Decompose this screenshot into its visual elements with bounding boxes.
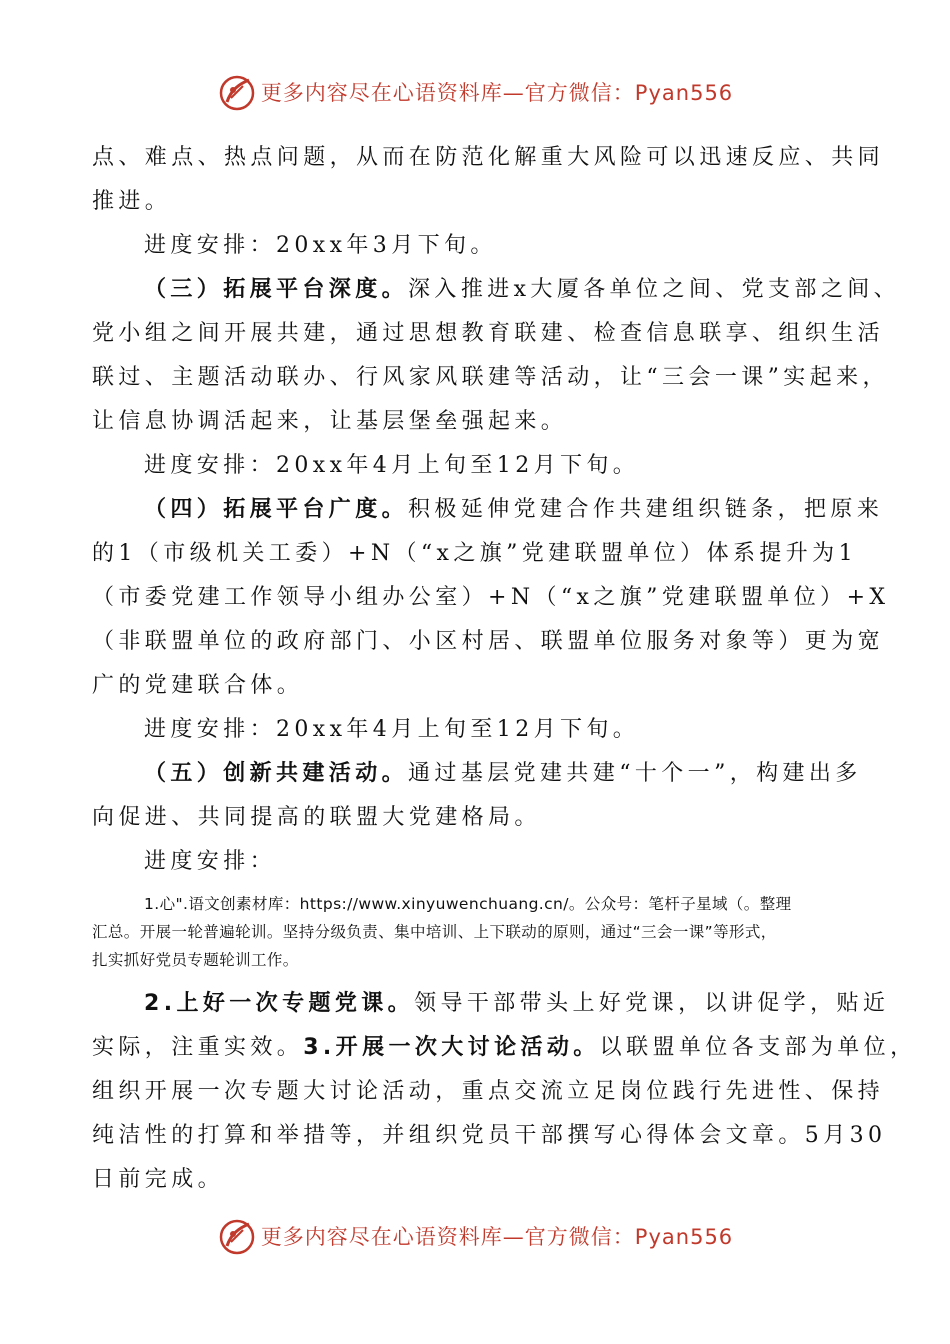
item-two-line: [92, 982, 890, 1026]
paragraph-line: （非联盟单位的政府部门、小区村居、联盟单位服务对象等）更为宽: [92, 629, 885, 654]
paragraph-line: 广的党建联合体。: [92, 673, 304, 698]
footer-banner: [0, 1214, 950, 1258]
schedule-line: 进度安排：20xx年4月上旬至12月下旬。: [144, 453, 640, 478]
paragraph-line: 让信息协调活起来，让基层堡垒强起来。: [92, 409, 568, 434]
header-banner: [0, 70, 950, 114]
logo-icon: [217, 72, 257, 112]
paragraph-line: 日前完成。: [92, 1167, 225, 1192]
item-three-heading: 3.开展一次大讨论活动。: [303, 1035, 600, 1060]
section-three-heading: （三）拓展平台深度。: [144, 277, 409, 302]
paragraph-line: 的1（市级机关工委）+N（“x之旗”党建联盟单位）体系提升为1: [92, 541, 857, 566]
schedule-line: 进度安排：20xx年3月下旬。: [144, 233, 497, 258]
section-three-line: [92, 268, 901, 312]
item-two-heading: 2.上好一次专题党课。: [144, 991, 415, 1016]
logo-icon: [217, 1216, 257, 1256]
section-four-line: [92, 488, 884, 532]
paragraph-line: 推进。: [92, 189, 172, 214]
paragraph-line: 组织开展一次专题大讨论活动，重点交流立足岗位践行先进性、保持: [92, 1079, 885, 1104]
schedule-line: 进度安排：: [144, 849, 277, 874]
paragraph-line: 点、难点、热点问题，从而在防范化解重大风险可以迅速反应、共同: [92, 145, 885, 170]
banner-text: 更多内容尽在心语资料库—官方微信：Pyan556: [260, 1225, 734, 1249]
section-four-heading: （四）拓展平台广度。: [144, 497, 409, 522]
section-four-text: 积极延伸党建合作共建组织链条，把原来: [408, 497, 884, 522]
note-line: 汇总。开展一轮普遍轮训。坚持分级负责、集中培训、上下联动的原则，通过“三会一课”等形式，: [92, 923, 777, 941]
section-five-text: 通过基层党建共建“十个一”，构建出多: [408, 761, 862, 786]
item-three-text: 以联盟单位各支部为单位，: [599, 1035, 917, 1060]
section-three-text: 深入推进x大厦各单位之间、党支部之间、: [408, 277, 901, 302]
banner-text: 更多内容尽在心语资料库—官方微信：Pyan556: [260, 81, 734, 105]
section-five-heading: （五）创新共建活动。: [144, 761, 409, 786]
paragraph-line: 联过、主题活动联办、行风家风联建等活动，让“三会一课”实起来，: [92, 365, 889, 390]
document-body: [92, 136, 917, 1202]
paragraph-line: 纯洁性的打算和举措等，并组织党员干部撰写心得体会文章。5月30: [92, 1123, 887, 1148]
note-line: 扎实抓好党员专题轮训工作。: [92, 951, 299, 969]
paragraph-line: （市委党建工作领导小组办公室）+N（“x之旗”党建联盟单位）+X: [92, 585, 890, 610]
note-line: 1.心".语文创素材库：https://www.xinyuwenchuang.cn/。公众号：笔杆子星域（。整理: [144, 895, 792, 913]
item-two-text-end: 实际，注重实效。: [92, 1035, 304, 1060]
paragraph-line: 党小组之间开展共建，通过思想教育联建、检查信息联享、组织生活: [92, 321, 885, 346]
paragraph-line: 向促进、共同提高的联盟大党建格局。: [92, 805, 541, 830]
inserted-note: [92, 890, 862, 974]
item-two-text: 领导干部带头上好党课，以讲促学，贴近: [414, 991, 890, 1016]
schedule-line: 进度安排：20xx年4月上旬至12月下旬。: [144, 717, 640, 742]
item-three-line: [92, 1026, 917, 1070]
section-five-line: [92, 752, 862, 796]
